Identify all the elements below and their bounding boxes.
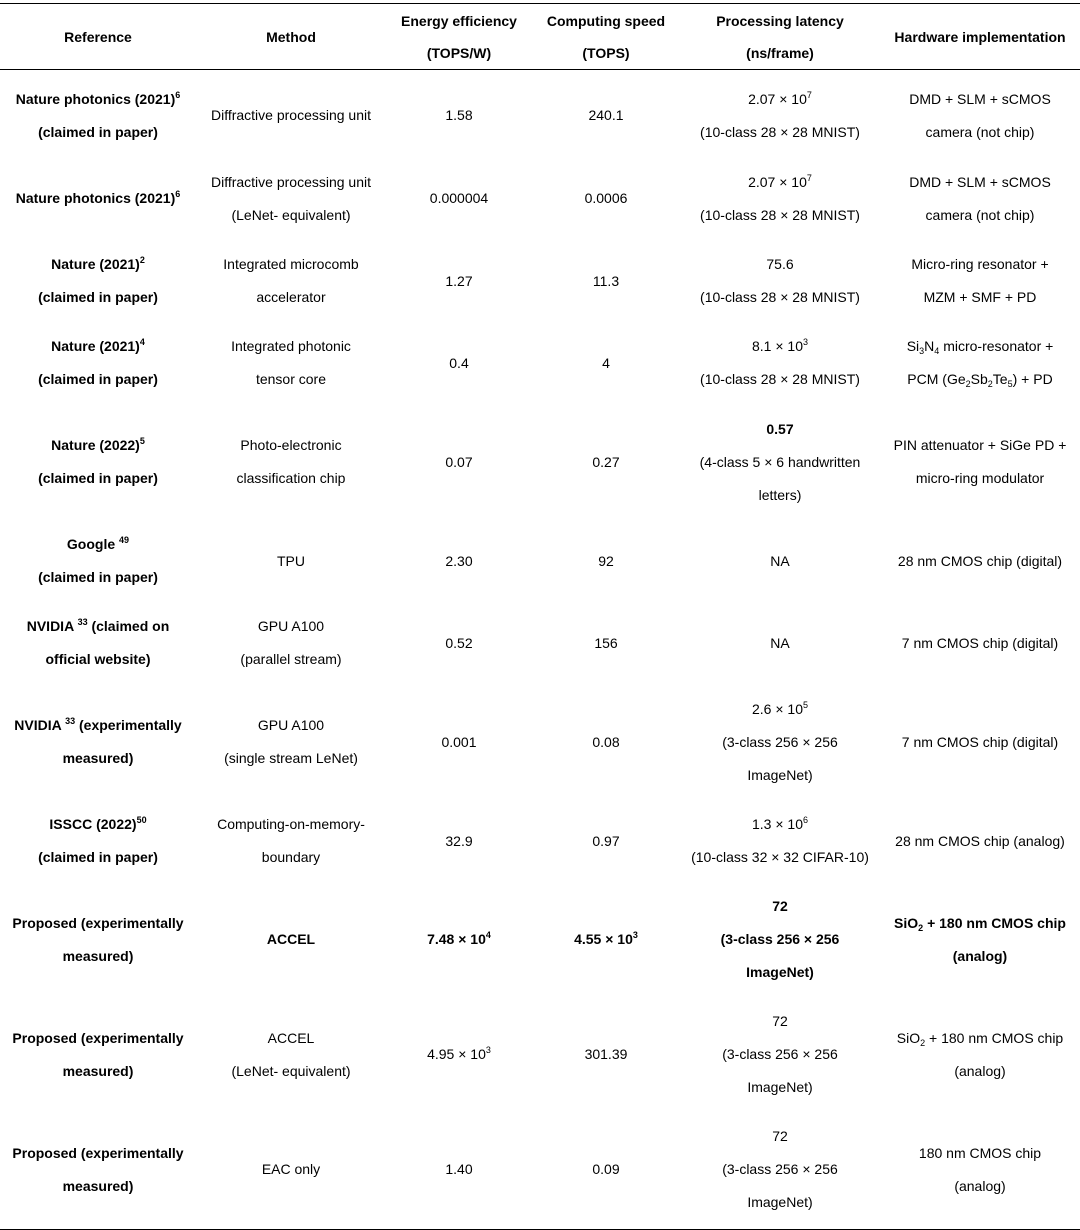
cell-text: (3-class 256 × 256 [720, 931, 840, 947]
cell-computing-speed [532, 1112, 680, 1227]
cell-method [196, 240, 386, 322]
cell-reference [0, 322, 196, 404]
cell-text: 72 [772, 1128, 788, 1144]
cell-text: micro-ring modulator [915, 470, 1045, 486]
cell-text: 0.27 [592, 453, 620, 470]
header-latency [680, 5, 880, 69]
cell-text: $2.07 \times 10^7$ [748, 89, 812, 107]
cell-text: (parallel stream) [240, 651, 342, 667]
cell-text: Micro-ring resonator + [911, 256, 1049, 272]
table-row [0, 997, 1080, 1112]
cell-text: (single stream LeNet) [224, 750, 358, 766]
cell-text: Computing speed [546, 13, 666, 29]
cell-hardware [880, 684, 1080, 800]
cell-method [196, 520, 386, 602]
cell-text: (3-class 256 × 256 [722, 1046, 838, 1062]
cell-text: Photo-electronic [240, 437, 342, 453]
cell-computing-speed [532, 322, 680, 404]
cell-text: tensor core [255, 371, 327, 387]
cell-text: GPU A100 [257, 618, 325, 634]
cell-text: NVIDIA $^{33}$ (experimentally [14, 716, 182, 733]
cell-text: (claimed in paper) [38, 123, 158, 140]
table-row [0, 74, 1080, 157]
cell-computing-speed [532, 684, 680, 800]
cell-latency [680, 240, 880, 322]
cell-text: (3-class 256 × 256 [722, 1161, 838, 1177]
table-header-row [0, 5, 1080, 69]
cell-reference [0, 800, 196, 882]
cell-text: measured) [62, 947, 134, 964]
cell-text: EAC only [261, 1161, 321, 1177]
cell-text: (claimed in paper) [38, 569, 158, 585]
cell-reference [0, 157, 196, 240]
cell-text: (analog) [952, 947, 1008, 964]
table-row [0, 800, 1080, 882]
cell-text: (claimed in paper) [38, 470, 158, 486]
table-row [0, 1112, 1080, 1227]
table-row [0, 602, 1080, 684]
cell-latency [680, 322, 880, 404]
cell-text: Processing latency [716, 13, 844, 29]
table-row [0, 157, 1080, 240]
cell-text: measured) [62, 750, 134, 766]
cell-text: 0.4 [449, 354, 469, 371]
cell-text: 1.58 [445, 107, 473, 123]
cell-latency [680, 602, 880, 684]
cell-text: $2.07 \times 10^7$ [748, 172, 812, 190]
cell-text: (3-class 256 × 256 [722, 733, 838, 750]
cell-text: 0.97 [592, 832, 620, 849]
cell-computing-speed [532, 997, 680, 1112]
cell-text: (claimed in paper) [38, 371, 158, 387]
cell-text: ACCEL [266, 931, 316, 947]
cell-text: (10-class 28 × 28 MNIST) [700, 371, 860, 387]
cell-text: Integrated microcomb [223, 256, 359, 272]
cell-energy-efficiency [386, 602, 532, 684]
cell-hardware [880, 404, 1080, 520]
cell-computing-speed [532, 404, 680, 520]
cell-method [196, 602, 386, 684]
cell-text: 0.57 [766, 420, 794, 437]
cell-text: (analog) [954, 1062, 1006, 1079]
cell-computing-speed [532, 602, 680, 684]
cell-text: 72 [772, 898, 788, 914]
table-top-rule [0, 3, 1080, 4]
cell-text: Reference [64, 29, 132, 45]
cell-text: Integrated photonic [231, 338, 351, 354]
cell-text: Nature $(2021)^4$ [51, 337, 145, 354]
cell-text: Proposed (experimentally [12, 914, 184, 931]
cell-text: ACCEL [267, 1029, 315, 1046]
cell-text: (10-class 28 × 28 MNIST) [700, 289, 860, 305]
cell-hardware [880, 520, 1080, 602]
cell-energy-efficiency [386, 684, 532, 800]
cell-energy-efficiency [386, 882, 532, 997]
cell-energy-efficiency [386, 404, 532, 520]
cell-hardware [880, 157, 1080, 240]
cell-energy-efficiency [386, 322, 532, 404]
cell-text: measured) [62, 1062, 134, 1079]
cell-text: 11.3 [592, 272, 620, 289]
cell-text: (10-class 32 × 32 CIFAR-10) [691, 849, 869, 865]
cell-reference [0, 997, 196, 1112]
header-computing-speed [532, 5, 680, 69]
cell-text: (claimed in paper) [38, 849, 158, 865]
cell-text: DMD + SLM + sCMOS [909, 173, 1051, 190]
cell-text: $2.6 \times 10^5$ [751, 699, 808, 717]
cell-text: Nature photonics $(2021)^6$ [15, 189, 181, 206]
cell-reference [0, 602, 196, 684]
cell-text: 180 nm CMOS chip [918, 1144, 1042, 1161]
cell-method [196, 882, 386, 997]
cell-text: 28 nm CMOS chip (digital) [897, 552, 1063, 569]
cell-text: 75.6 [766, 256, 794, 272]
header-energy-efficiency [386, 5, 532, 69]
cell-text: 2.30 [445, 552, 473, 569]
cell-energy-efficiency [386, 74, 532, 157]
cell-text: 7 nm CMOS chip (digital) [901, 733, 1059, 750]
table-row [0, 240, 1080, 322]
table-row [0, 322, 1080, 404]
cell-text: PCM $(Ge_2Sb_2Te_5)$ + PD [907, 371, 1053, 389]
cell-text: (claimed in paper) [38, 289, 158, 305]
cell-text: 32.9 [445, 832, 473, 849]
cell-text: ImageNet) [747, 1079, 813, 1095]
cell-text: (TOPS) [582, 45, 630, 61]
cell-hardware [880, 74, 1080, 157]
table-row [0, 882, 1080, 997]
cell-computing-speed [532, 882, 680, 997]
cell-hardware [880, 322, 1080, 404]
cell-method [196, 322, 386, 404]
cell-method [196, 684, 386, 800]
cell-text: official website) [45, 651, 151, 667]
cell-method [196, 157, 386, 240]
cell-text: ImageNet) [747, 1194, 813, 1210]
cell-text: 1.40 [445, 1161, 473, 1177]
cell-text: Proposed (experimentally [12, 1144, 184, 1161]
cell-text: $8.1 \times 10^3$ [751, 337, 808, 354]
cell-text: (ns/frame) [746, 45, 814, 61]
cell-text: Nature $(2021)^2$ [51, 255, 145, 272]
cell-text: measured) [62, 1177, 134, 1194]
cell-text: 301.39 [584, 1046, 628, 1062]
cell-text: Nature photonics $(2021)^6$ [15, 89, 181, 107]
cell-reference [0, 404, 196, 520]
cell-latency [680, 997, 880, 1112]
cell-text: Google $^{49}$ [66, 535, 130, 552]
cell-text: ImageNet) [747, 766, 813, 783]
cell-text: 0.09 [592, 1161, 620, 1177]
cell-text: letters) [758, 486, 802, 503]
cell-text: MZM + SMF + PD [923, 289, 1037, 305]
cell-text: Energy efficiency [401, 13, 517, 29]
header-method [196, 5, 386, 69]
cell-energy-efficiency [386, 157, 532, 240]
cell-text: Hardware implementation [894, 29, 1066, 45]
cell-text: GPU A100 [257, 717, 325, 733]
cell-energy-efficiency [386, 1112, 532, 1227]
cell-computing-speed [532, 74, 680, 157]
cell-energy-efficiency [386, 240, 532, 322]
cell-energy-efficiency [386, 800, 532, 882]
cell-hardware [880, 1112, 1080, 1227]
header-reference [0, 5, 196, 69]
cell-method [196, 800, 386, 882]
cell-text: 0.52 [445, 634, 473, 651]
cell-method [196, 1112, 386, 1227]
cell-reference [0, 240, 196, 322]
cell-text: Computing-on-memory- [217, 816, 365, 832]
cell-text: TPU [277, 552, 305, 569]
cell-text: PIN attenuator + SiGe PD + [893, 437, 1067, 453]
cell-text: (analog) [954, 1177, 1006, 1194]
cell-text: Diffractive processing unit [210, 173, 372, 190]
cell-method [196, 404, 386, 520]
cell-text: DMD + SLM + sCMOS [909, 90, 1051, 107]
cell-text: $7.48 \times 10^4$ [427, 930, 491, 947]
cell-text: (TOPS/W) [426, 45, 492, 61]
cell-text: $4.95 \times 10^3$ [427, 1045, 491, 1062]
table-row [0, 684, 1080, 800]
cell-reference [0, 520, 196, 602]
cell-text: NA [770, 552, 790, 569]
cell-text: 92 [598, 552, 614, 569]
cell-method [196, 997, 386, 1112]
cell-text: ImageNet) [746, 964, 814, 980]
cell-text: 1.27 [445, 272, 473, 289]
cell-text: boundary [261, 849, 321, 865]
cell-hardware [880, 240, 1080, 322]
cell-latency [680, 1112, 880, 1227]
cell-hardware [880, 800, 1080, 882]
cell-text: (LeNet- equivalent) [231, 1062, 351, 1079]
cell-text: Diffractive processing unit [210, 107, 372, 123]
cell-text: Proposed (experimentally [12, 1029, 184, 1046]
cell-hardware [880, 997, 1080, 1112]
cell-text: camera (not chip) [925, 123, 1035, 140]
cell-latency [680, 404, 880, 520]
cell-text: (10-class 28 × 28 MNIST) [700, 206, 860, 223]
cell-method [196, 74, 386, 157]
cell-text: 0.08 [592, 733, 620, 750]
cell-text: 72 [772, 1013, 788, 1029]
table-row [0, 404, 1080, 520]
cell-text: 0.001 [441, 733, 477, 750]
cell-text: SiO$_2$ + 180 nm CMOS chip [896, 1029, 1064, 1048]
cell-text: NVIDIA $^{33}$ (claimed on [26, 617, 170, 634]
cell-latency [680, 157, 880, 240]
cell-reference [0, 1112, 196, 1227]
cell-text: 240.1 [588, 107, 624, 123]
cell-latency [680, 520, 880, 602]
cell-reference [0, 882, 196, 997]
cell-text: 0.000004 [429, 190, 489, 206]
cell-energy-efficiency [386, 520, 532, 602]
cell-text: 28 nm CMOS chip (analog) [895, 832, 1065, 849]
cell-text: $4.55 \times 10^3$ [574, 930, 638, 947]
cell-text: $1.3 \times 10^6$ [751, 815, 808, 832]
cell-latency [680, 74, 880, 157]
cell-energy-efficiency [386, 997, 532, 1112]
cell-text: (4-class 5 × 6 handwritten [699, 453, 861, 470]
cell-latency [680, 684, 880, 800]
cell-text: camera (not chip) [925, 206, 1035, 223]
cell-text: 0.07 [445, 453, 473, 470]
cell-text: (10-class 28 × 28 MNIST) [700, 123, 860, 140]
cell-computing-speed [532, 157, 680, 240]
cell-text: SiO$_2$ + 180 nm CMOS chip [894, 914, 1066, 933]
cell-text: classification chip [236, 470, 346, 486]
cell-latency [680, 800, 880, 882]
cell-text: 4 [602, 354, 610, 371]
table-header-rule [0, 69, 1080, 70]
cell-latency [680, 882, 880, 997]
cell-text: 0.0006 [584, 190, 628, 206]
cell-text: accelerator [256, 289, 326, 305]
cell-hardware [880, 602, 1080, 684]
cell-text: ISSCC $(2022)^{50}$ [49, 815, 147, 832]
cell-text: Method [266, 29, 316, 45]
cell-text: NA [770, 634, 790, 651]
cell-text: (LeNet- equivalent) [231, 206, 351, 223]
cell-reference [0, 684, 196, 800]
table-row [0, 520, 1080, 602]
cell-computing-speed [532, 520, 680, 602]
cell-text: 7 nm CMOS chip (digital) [901, 634, 1059, 651]
cell-text: 156 [594, 634, 618, 651]
cell-computing-speed [532, 800, 680, 882]
header-hardware [880, 5, 1080, 69]
cell-text: $Si_3N_4$ micro-resonator + [906, 338, 1054, 356]
cell-computing-speed [532, 240, 680, 322]
cell-hardware [880, 882, 1080, 997]
cell-reference [0, 74, 196, 157]
cell-text: Nature $(2022)^5$ [51, 436, 145, 453]
